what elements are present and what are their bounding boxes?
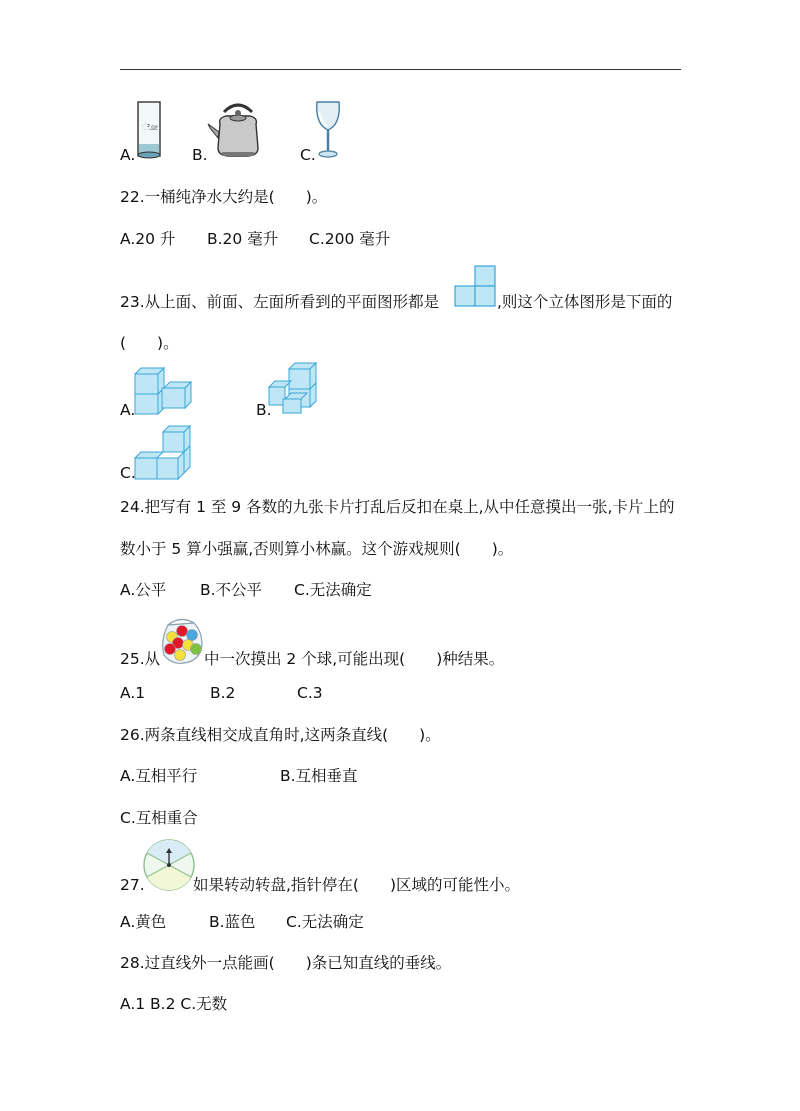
spinner-image bbox=[142, 838, 196, 892]
q24-option-c: C.无法确定 bbox=[294, 581, 372, 599]
cube-figure-c bbox=[135, 425, 193, 481]
q26-option-c: C.互相重合 bbox=[120, 809, 198, 827]
wine-glass-image bbox=[313, 100, 343, 160]
q24-stem-line2: 数小于 5 算小强赢,否则算小林赢。这个游戏规则( )。 bbox=[120, 540, 514, 558]
q25-stem-end: 中一次摸出 2 个球,可能出现( )种结果。 bbox=[204, 650, 505, 668]
q23-stem-start: 23.从上面、前面、左面所看到的平面图形都是 bbox=[120, 293, 440, 311]
q22-option-c: C.200 毫升 bbox=[309, 230, 391, 248]
q27-option-c: C.无法确定 bbox=[286, 913, 364, 931]
q28-options: A.1 B.2 C.无数 bbox=[120, 995, 228, 1013]
q28-stem: 28.过直线外一点能画( )条已知直线的垂线。 bbox=[120, 954, 452, 972]
q25-stem-start: 25.从 bbox=[120, 650, 161, 668]
svg-text:ೋ: ೋ bbox=[142, 123, 158, 133]
q27-stem-start: 27. bbox=[120, 876, 145, 894]
q22-option-a: A.20 升 bbox=[120, 230, 176, 248]
cube-figure-b bbox=[269, 361, 319, 415]
q23-option-b: B. bbox=[256, 401, 272, 419]
kettle-image bbox=[206, 98, 270, 160]
plane-view-image bbox=[455, 265, 497, 307]
ball-bag-image bbox=[158, 613, 206, 665]
q26-option-a: A.互相平行 bbox=[120, 767, 198, 785]
q26-stem: 26.两条直线相交成直角时,这两条直线( )。 bbox=[120, 726, 441, 744]
q27-option-b: B.蓝色 bbox=[209, 913, 256, 931]
q25-option-b: B.2 bbox=[210, 684, 236, 702]
q21-option-a: A. bbox=[120, 146, 136, 164]
q23-stem-end: ,则这个立体图形是下面的 bbox=[497, 293, 673, 311]
cube-figure-a bbox=[135, 366, 193, 416]
q25-option-c: C.3 bbox=[297, 684, 323, 702]
q23-option-c: C. bbox=[120, 464, 136, 482]
q21-option-c: C. bbox=[300, 146, 316, 164]
q21-option-b: B. bbox=[192, 146, 208, 164]
q22-option-b: B.20 毫升 bbox=[207, 230, 279, 248]
q25-option-a: A.1 bbox=[120, 684, 146, 702]
q24-option-a: A.公平 bbox=[120, 581, 167, 599]
q23-stem-line2: ( )。 bbox=[120, 334, 179, 352]
q26-option-b: B.互相垂直 bbox=[280, 767, 358, 785]
q24-stem-line1: 24.把写有 1 至 9 各数的九张卡片打乱后反扣在桌上,从中任意摸出一张,卡片上的 bbox=[120, 498, 675, 516]
q24-option-b: B.不公平 bbox=[200, 581, 263, 599]
q22-stem: 22.一桶纯净水大约是( )。 bbox=[120, 188, 328, 206]
q27-stem-end: 如果转动转盘,指针停在( )区域的可能性小。 bbox=[193, 876, 521, 894]
q27-option-a: A.黄色 bbox=[120, 913, 167, 931]
header-rule bbox=[120, 69, 681, 70]
glass-cylinder-image bbox=[136, 100, 164, 160]
q23-option-a: A. bbox=[120, 401, 136, 419]
